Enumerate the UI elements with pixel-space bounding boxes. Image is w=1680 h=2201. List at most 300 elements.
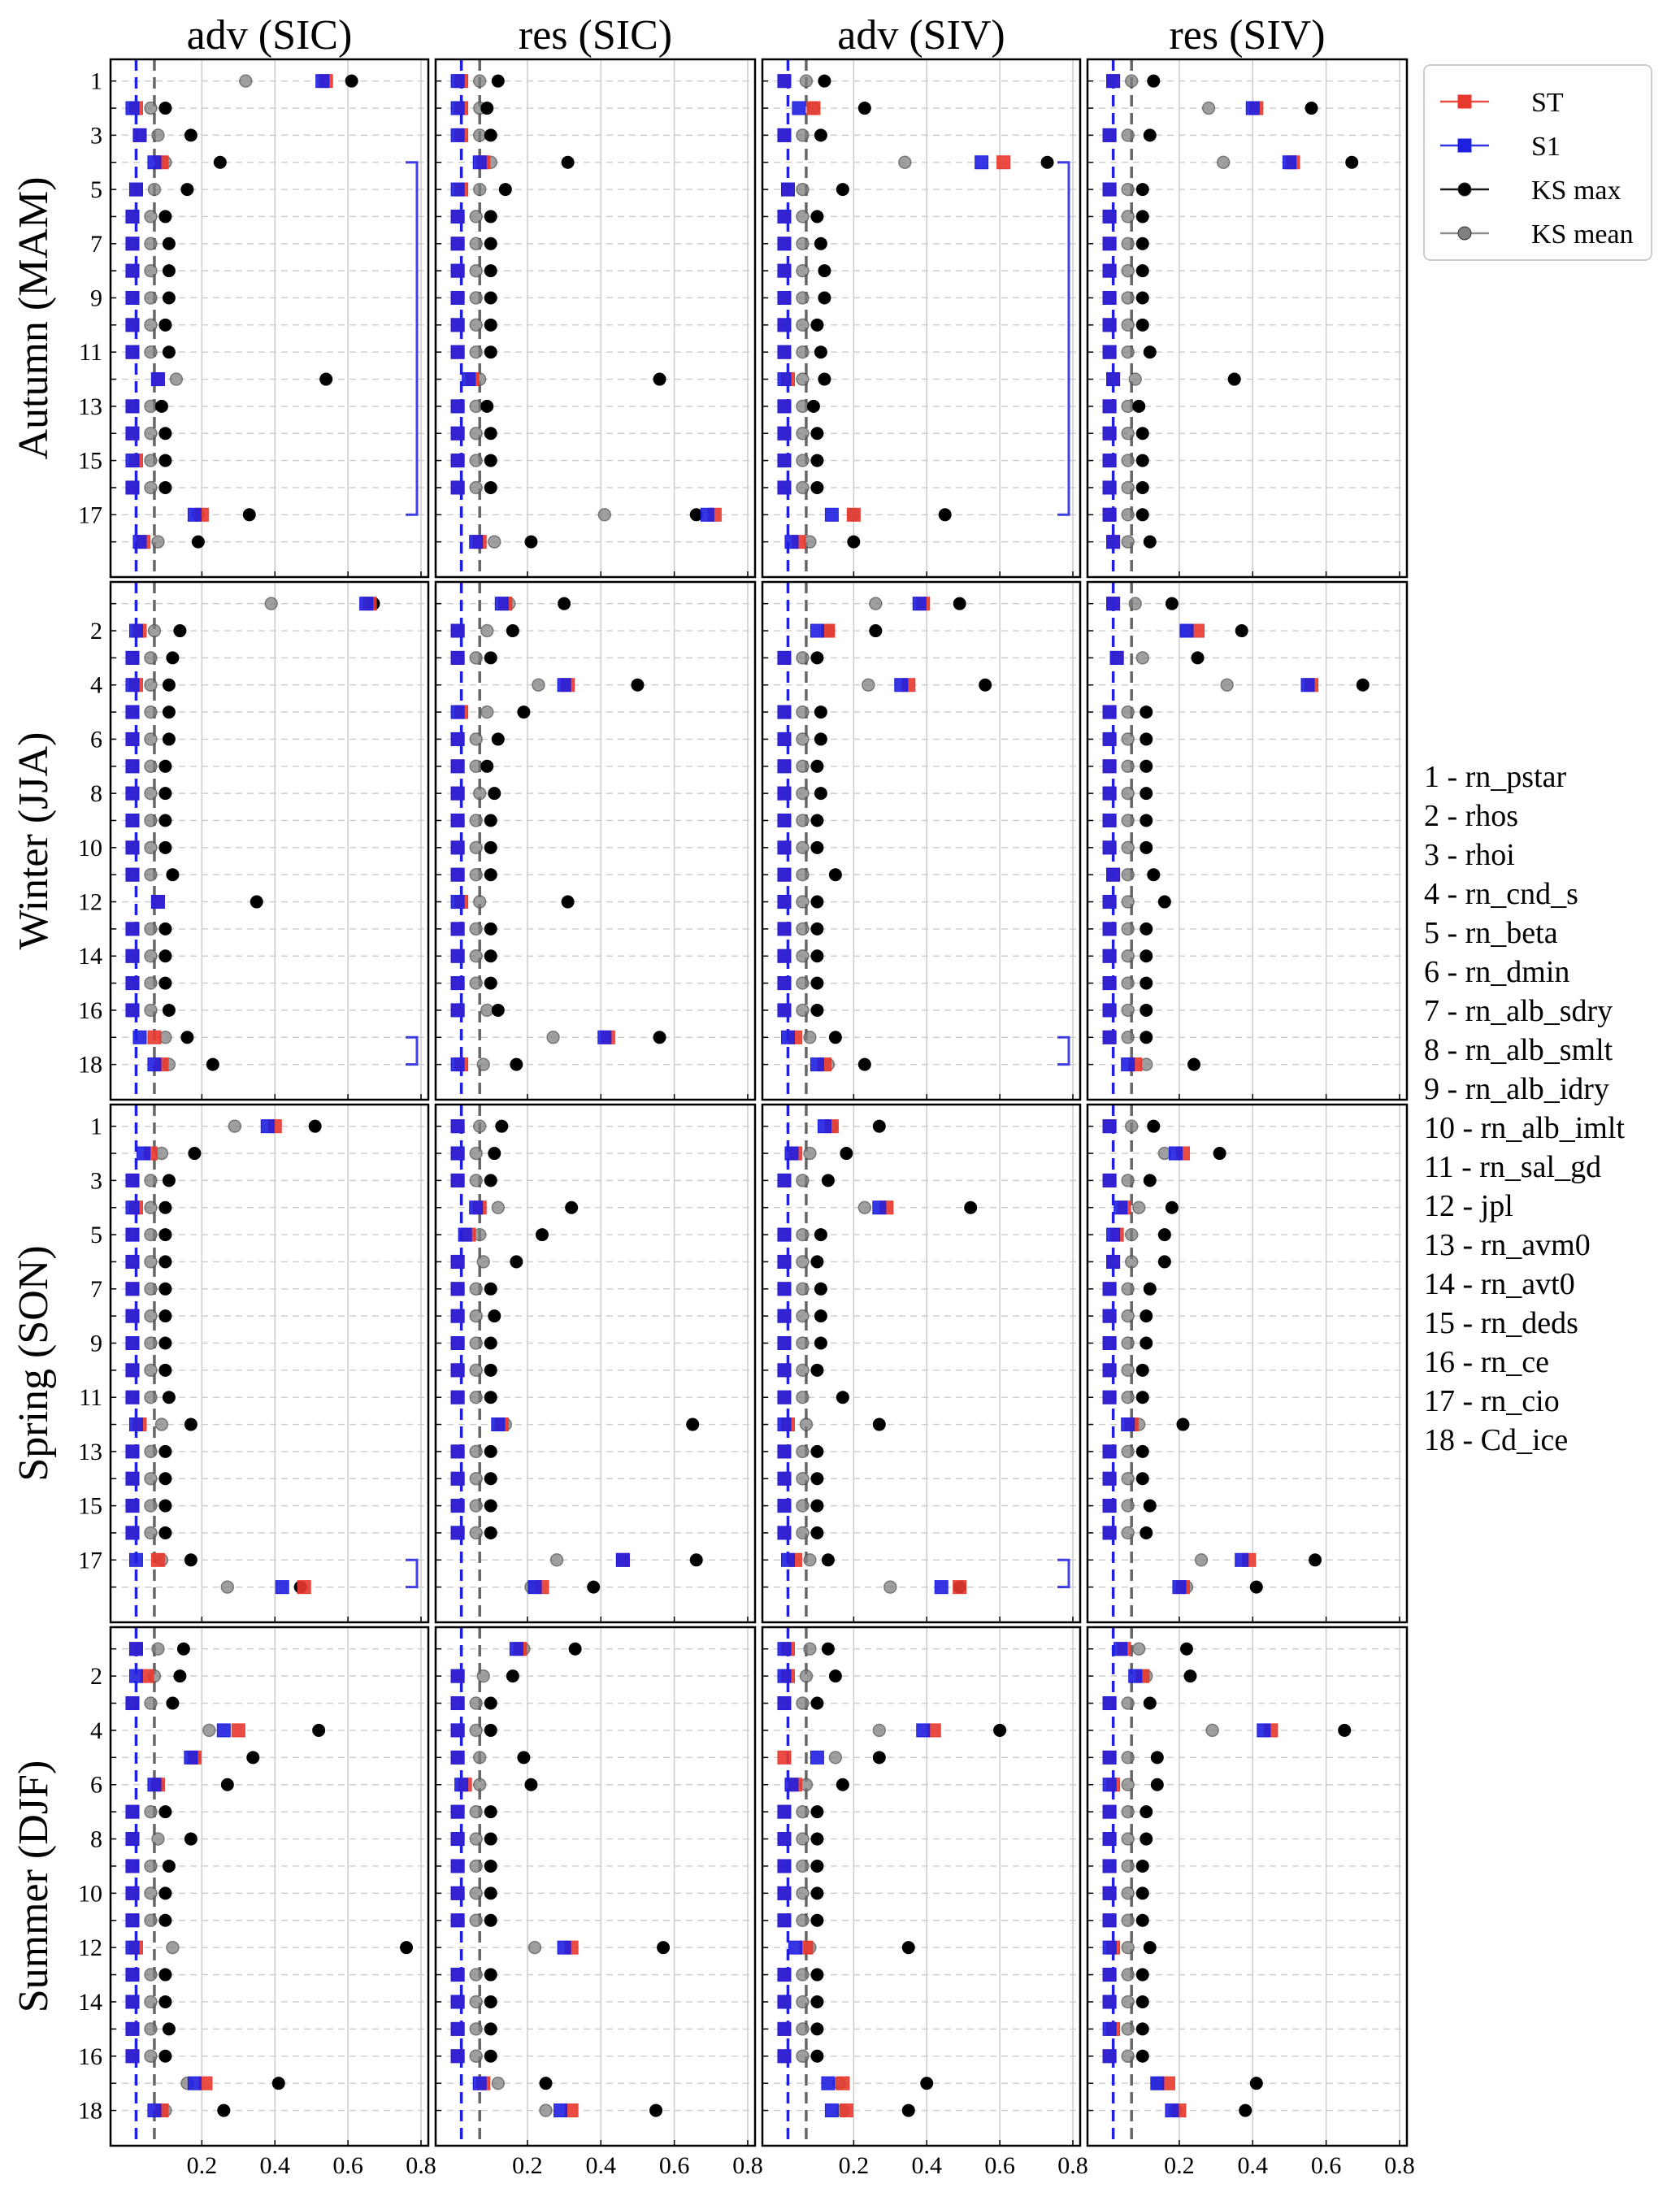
ks-max-point	[484, 481, 497, 493]
ks-mean-point	[470, 869, 482, 881]
s1-marker	[778, 1391, 791, 1404]
row-label-summer-djf: Summer (DJF)	[11, 1760, 57, 2013]
ks-max-point	[818, 75, 831, 87]
s1-marker	[778, 705, 791, 718]
ks-max-point	[484, 652, 497, 664]
ks-mean-point	[1126, 75, 1138, 87]
ks-max-point	[818, 265, 831, 277]
s1-marker	[217, 1724, 230, 1737]
s1-marker	[778, 454, 791, 467]
ks-mean-point	[474, 1120, 486, 1132]
s1-marker	[126, 1526, 139, 1539]
st-marker	[148, 1031, 161, 1044]
s1-marker	[451, 787, 464, 800]
data-marks	[1103, 75, 1358, 549]
ks-max-point	[484, 869, 497, 881]
ks-max-point	[159, 481, 171, 493]
s1-marker	[451, 400, 464, 413]
ks-max-point	[811, 814, 823, 827]
ks-mean-point	[1221, 679, 1233, 691]
ks-max-point	[1136, 1887, 1148, 1899]
s1-marker	[451, 868, 464, 881]
ks-mean-point	[1203, 102, 1215, 115]
ks-max-point	[218, 2104, 230, 2116]
s1-marker	[451, 2050, 464, 2063]
ks-mean-point	[1129, 597, 1141, 610]
ks-max-point	[163, 2023, 175, 2035]
ks-mean-point	[1122, 1364, 1134, 1376]
ks-max-point	[1140, 706, 1153, 718]
ks-mean-point	[474, 896, 486, 908]
ks-mean-point	[1122, 1391, 1134, 1404]
ks-mean-point	[145, 1004, 157, 1016]
ks-max-point	[540, 2077, 552, 2090]
ks-max-point	[1144, 1500, 1156, 1512]
ks-mean-point	[145, 950, 157, 962]
ks-max-point	[858, 1058, 870, 1070]
ks-max-point	[814, 346, 827, 358]
s1-marker	[126, 427, 139, 440]
ks-max-point	[214, 156, 226, 168]
ks-max-point	[159, 788, 171, 800]
s1-marker	[451, 427, 464, 440]
ks-max-point	[873, 1418, 885, 1430]
ks-mean-point	[873, 1724, 885, 1736]
ks-max-point	[189, 1148, 201, 1160]
ks-max-point	[994, 1724, 1006, 1736]
ks-mean-point	[797, 1229, 809, 1241]
ks-max-point	[510, 1256, 523, 1268]
ks-max-point	[488, 1148, 501, 1160]
legend-label-ks-max: KS max	[1531, 176, 1621, 206]
ks-max-point	[836, 1391, 849, 1404]
panel-res-sic-spring-son	[436, 1105, 755, 1622]
s1-marker	[1110, 651, 1123, 664]
ks-max-point	[484, 1473, 497, 1485]
s1-marker	[1103, 1445, 1116, 1458]
panel-adv-sic-spring-son	[78, 1105, 428, 1622]
ks-max-point	[174, 1670, 186, 1682]
ks-max-point	[939, 509, 951, 521]
y-tick-label: 11	[79, 339, 102, 367]
s1-marker	[451, 1969, 464, 1982]
ks-mean-point	[1122, 923, 1134, 935]
ks-mean-point	[148, 625, 160, 637]
s1-marker	[126, 1805, 139, 1818]
parameter-label: 17 - rn_cio	[1424, 1384, 1560, 1418]
column-title-res-sic: res (SIC)	[518, 12, 673, 59]
s1-marker	[1103, 454, 1116, 467]
s1-marker	[1169, 1147, 1182, 1160]
ks-mean-point	[470, 733, 482, 745]
ks-max-point	[320, 373, 332, 385]
s1-marker	[1103, 128, 1116, 141]
ks-max-point	[1140, 923, 1153, 935]
s1-marker	[451, 1995, 464, 2008]
ks-mean-point	[145, 1337, 157, 1349]
ks-max-point	[1148, 1120, 1160, 1132]
ks-mean-point	[145, 1283, 157, 1295]
ks-mean-point	[488, 536, 501, 548]
ks-mean-point	[477, 1670, 489, 1682]
ks-mean-point	[1122, 1969, 1134, 1981]
s1-marker	[778, 264, 791, 277]
ks-max-point	[836, 1778, 849, 1791]
s1-marker	[935, 1581, 948, 1594]
ks-max-point	[163, 1391, 175, 1404]
data-marks	[451, 75, 721, 549]
s1-marker	[1103, 841, 1116, 854]
s1-marker	[778, 814, 791, 827]
ks-mean-point	[474, 1752, 486, 1764]
ks-max-point	[484, 1833, 497, 1845]
ks-mean-point	[470, 2050, 482, 2062]
ks-mean-point	[797, 1473, 809, 1485]
ks-max-point	[484, 2050, 497, 2062]
parameter-label: 9 - rn_alb_idry	[1424, 1072, 1609, 1106]
s1-marker	[451, 454, 464, 467]
ks-max-point	[870, 625, 882, 637]
ks-mean-point	[1122, 1004, 1134, 1016]
ks-mean-point	[797, 1887, 809, 1899]
s1-marker	[126, 1500, 139, 1513]
legend-marker-st	[1458, 95, 1471, 108]
ks-max-point	[1136, 2023, 1148, 2035]
ks-max-point	[484, 1337, 497, 1349]
ks-max-point	[481, 760, 493, 772]
y-tick-label: 18	[78, 2097, 102, 2125]
ks-max-point	[518, 1752, 530, 1764]
ks-mean-point	[547, 1031, 559, 1044]
s1-marker	[451, 1445, 464, 1458]
y-tick-label: 12	[78, 1934, 102, 1962]
ks-max-point	[1250, 2077, 1262, 2090]
s1-marker	[129, 1418, 142, 1431]
ks-mean-point	[804, 1554, 816, 1566]
ks-max-point	[811, 1500, 823, 1512]
s1-marker	[778, 1004, 791, 1017]
s1-marker	[451, 1724, 464, 1737]
s1-marker	[778, 373, 791, 386]
panel-frame	[762, 59, 1080, 577]
ks-max-point	[1357, 679, 1369, 691]
data-marks	[126, 1643, 413, 2117]
ks-mean-point	[797, 896, 809, 908]
ks-max-point	[814, 733, 827, 745]
ks-mean-point	[470, 319, 482, 331]
ks-max-point	[811, 1364, 823, 1376]
ks-max-point	[163, 679, 175, 691]
s1-marker	[451, 1336, 464, 1349]
ks-mean-point	[800, 1418, 812, 1430]
ks-max-point	[484, 2023, 497, 2035]
y-tick-label: 16	[78, 2043, 102, 2070]
ks-max-point	[159, 1283, 171, 1295]
y-tick-label: 14	[78, 943, 102, 970]
ks-max-point	[484, 977, 497, 989]
s1-marker	[778, 427, 791, 440]
ks-mean-point	[145, 1887, 157, 1899]
st-marker	[297, 1581, 310, 1594]
s1-marker	[1107, 1228, 1120, 1241]
s1-marker	[778, 1309, 791, 1322]
x-tick-label: 0.8	[406, 2152, 436, 2179]
ks-max-point	[811, 760, 823, 772]
ks-mean-point	[481, 1004, 493, 1016]
s1-marker	[1122, 1418, 1135, 1431]
s1-marker	[451, 291, 464, 304]
ks-mean-point	[1122, 319, 1134, 331]
s1-marker	[1103, 1526, 1116, 1539]
ks-max-point	[818, 373, 831, 385]
s1-marker	[1107, 536, 1120, 549]
s1-marker	[126, 454, 139, 467]
ks-max-point	[811, 481, 823, 493]
ks-max-point	[484, 1995, 497, 2008]
s1-marker	[1114, 1201, 1127, 1214]
panel-res-siv-spring-son	[1087, 1105, 1407, 1622]
x-tick-label: 0.6	[1310, 2152, 1342, 2179]
ks-mean-point	[145, 237, 157, 250]
ks-max-point	[653, 1031, 666, 1044]
ks-max-point	[1140, 950, 1153, 962]
s1-marker	[1103, 923, 1116, 936]
ks-mean-point	[1122, 1942, 1134, 1954]
ks-max-point	[822, 1174, 834, 1187]
ks-mean-point	[1122, 706, 1134, 718]
ks-max-point	[1184, 1670, 1196, 1682]
panel-frame	[111, 582, 428, 1100]
ks-mean-point	[1122, 2050, 1134, 2062]
legend-label-st: ST	[1531, 88, 1564, 118]
s1-marker	[895, 679, 908, 692]
ks-mean-point	[145, 733, 157, 745]
ks-max-point	[163, 237, 175, 250]
s1-marker	[778, 237, 791, 250]
ks-mean-point	[145, 1806, 157, 1818]
x-tick-label: 0.4	[1237, 2152, 1269, 2179]
st-marker	[997, 156, 1010, 169]
y-tick-label: 3	[90, 1167, 102, 1195]
ks-mean-point	[145, 265, 157, 277]
panel-res-siv-autumn-mam	[1087, 59, 1407, 577]
panel-adv-siv-spring-son	[762, 1105, 1080, 1622]
s1-marker	[129, 1669, 142, 1682]
ks-mean-point	[797, 1697, 809, 1709]
s1-marker	[451, 481, 464, 494]
data-marks	[451, 1643, 669, 2117]
ks-max-point	[309, 1120, 321, 1132]
ks-max-point	[345, 75, 358, 87]
parameter-label: 12 - jpl	[1424, 1189, 1513, 1223]
range-bracket	[406, 1560, 417, 1587]
ks-max-point	[167, 1697, 179, 1709]
ks-max-point	[484, 1969, 497, 1981]
s1-marker	[462, 373, 475, 386]
s1-marker	[917, 1724, 930, 1737]
ks-mean-point	[1122, 733, 1134, 745]
s1-marker	[451, 1860, 464, 1873]
ks-mean-point	[1136, 652, 1148, 664]
ks-mean-point	[228, 1120, 241, 1132]
s1-marker	[126, 923, 139, 936]
ks-max-point	[484, 950, 497, 962]
range-bracket	[406, 163, 417, 515]
ks-mean-point	[1122, 454, 1134, 467]
s1-marker	[1103, 1860, 1116, 1873]
s1-marker	[126, 1201, 139, 1214]
ks-max-point	[1140, 1806, 1153, 1818]
ks-max-point	[953, 597, 966, 610]
ks-mean-point	[470, 481, 482, 493]
ks-max-point	[159, 1473, 171, 1485]
s1-marker	[451, 1526, 464, 1539]
x-tick-label: 0.8	[1384, 2152, 1415, 2179]
ks-mean-point	[1122, 841, 1134, 853]
ks-max-point	[653, 373, 666, 385]
s1-marker	[558, 679, 571, 692]
y-tick-label: 12	[78, 888, 102, 916]
ks-mean-point	[470, 760, 482, 772]
s1-marker	[451, 923, 464, 936]
ks-mean-point	[797, 129, 809, 141]
ks-max-point	[163, 733, 175, 745]
s1-marker	[451, 1669, 464, 1682]
s1-marker	[126, 1886, 139, 1899]
ks-mean-point	[470, 1337, 482, 1349]
s1-marker	[778, 1860, 791, 1873]
ks-mean-point	[470, 1806, 482, 1818]
y-tick-label: 11	[79, 1384, 102, 1412]
ks-max-point	[1136, 428, 1148, 440]
ks-mean-point	[797, 1310, 809, 1322]
ks-mean-point	[1122, 400, 1134, 412]
ks-max-point	[569, 1643, 581, 1655]
s1-marker	[1103, 264, 1116, 277]
ks-max-point	[484, 923, 497, 935]
ks-max-point	[1136, 1969, 1148, 1981]
ks-max-point	[159, 102, 171, 115]
s1-marker	[1103, 400, 1116, 413]
s1-marker	[1257, 1724, 1270, 1737]
ks-max-point	[1136, 237, 1148, 250]
ks-max-point	[1140, 1310, 1153, 1322]
s1-marker	[126, 949, 139, 962]
ks-mean-point	[797, 1806, 809, 1818]
ks-mean-point	[858, 1201, 870, 1213]
ks-mean-point	[470, 211, 482, 223]
ks-mean-point	[800, 1670, 812, 1682]
ks-mean-point	[797, 652, 809, 664]
s1-marker	[1103, 1120, 1116, 1133]
ks-max-point	[163, 292, 175, 304]
ks-mean-point	[470, 1148, 482, 1160]
ks-max-point	[488, 788, 501, 800]
s1-marker	[818, 1120, 831, 1133]
st-marker	[151, 1553, 164, 1566]
ks-mean-point	[1122, 265, 1134, 277]
s1-marker	[1103, 481, 1116, 494]
ks-mean-point	[470, 1995, 482, 2008]
ks-max-point	[811, 2050, 823, 2062]
ks-max-point	[518, 706, 530, 718]
ks-mean-point	[1122, 346, 1134, 358]
s1-marker	[126, 868, 139, 881]
ks-max-point	[184, 129, 197, 141]
ks-mean-point	[470, 1174, 482, 1187]
ks-mean-point	[145, 102, 157, 115]
s1-marker	[1103, 1364, 1116, 1377]
ks-mean-point	[1122, 428, 1134, 440]
parameter-label: 4 - rn_cnd_s	[1424, 877, 1578, 911]
s1-marker	[778, 1500, 791, 1513]
s1-marker	[470, 1201, 483, 1214]
ks-max-point	[159, 1887, 171, 1899]
parameter-label: 5 - rn_beta	[1424, 916, 1558, 950]
x-tick-label: 0.2	[186, 2152, 218, 2179]
legend-label-ks-mean: KS mean	[1531, 219, 1634, 250]
s1-marker	[778, 760, 791, 773]
ks-mean-point	[470, 950, 482, 962]
ks-max-point	[159, 211, 171, 223]
ks-max-point	[814, 706, 827, 718]
s1-marker	[126, 1941, 139, 1954]
s1-marker	[1103, 1174, 1116, 1187]
ks-mean-point	[797, 481, 809, 493]
ks-mean-point	[1126, 1120, 1138, 1132]
s1-marker	[451, 319, 464, 332]
panel-res-sic-summer-djf	[436, 1627, 763, 2179]
ks-mean-point	[870, 597, 882, 610]
ks-mean-point	[797, 1283, 809, 1295]
ks-mean-point	[470, 1833, 482, 1845]
s1-marker	[451, 624, 464, 637]
ks-max-point	[1158, 1229, 1170, 1241]
s1-marker	[1103, 1697, 1116, 1710]
ks-mean-point	[1133, 1643, 1145, 1655]
s1-marker	[451, 1283, 464, 1296]
ks-max-point	[159, 1526, 171, 1539]
s1-marker	[451, 1914, 464, 1927]
ks-max-point	[822, 1643, 834, 1655]
ks-max-point	[822, 1554, 834, 1566]
ks-max-point	[1305, 102, 1318, 115]
ks-max-point	[192, 536, 204, 548]
ks-max-point	[1140, 814, 1153, 827]
ks-mean-point	[145, 760, 157, 772]
ks-mean-point	[797, 454, 809, 467]
ks-max-point	[811, 950, 823, 962]
s1-marker	[451, 1500, 464, 1513]
ks-mean-point	[797, 1860, 809, 1872]
ks-mean-point	[804, 1643, 816, 1655]
ks-mean-point	[797, 706, 809, 718]
s1-marker	[126, 705, 139, 718]
s1-marker	[778, 1174, 791, 1187]
ks-max-point	[184, 1418, 197, 1430]
s1-marker	[778, 1283, 791, 1296]
ks-mean-point	[148, 184, 160, 196]
ks-max-point	[811, 428, 823, 440]
ks-max-point	[525, 1778, 537, 1791]
s1-marker	[1180, 624, 1193, 637]
s1-marker	[451, 1058, 464, 1071]
ks-max-point	[1140, 1337, 1153, 1349]
s1-marker	[126, 1364, 139, 1377]
ks-max-point	[690, 1554, 702, 1566]
ks-max-point	[1151, 1752, 1163, 1764]
s1-marker	[778, 75, 791, 88]
